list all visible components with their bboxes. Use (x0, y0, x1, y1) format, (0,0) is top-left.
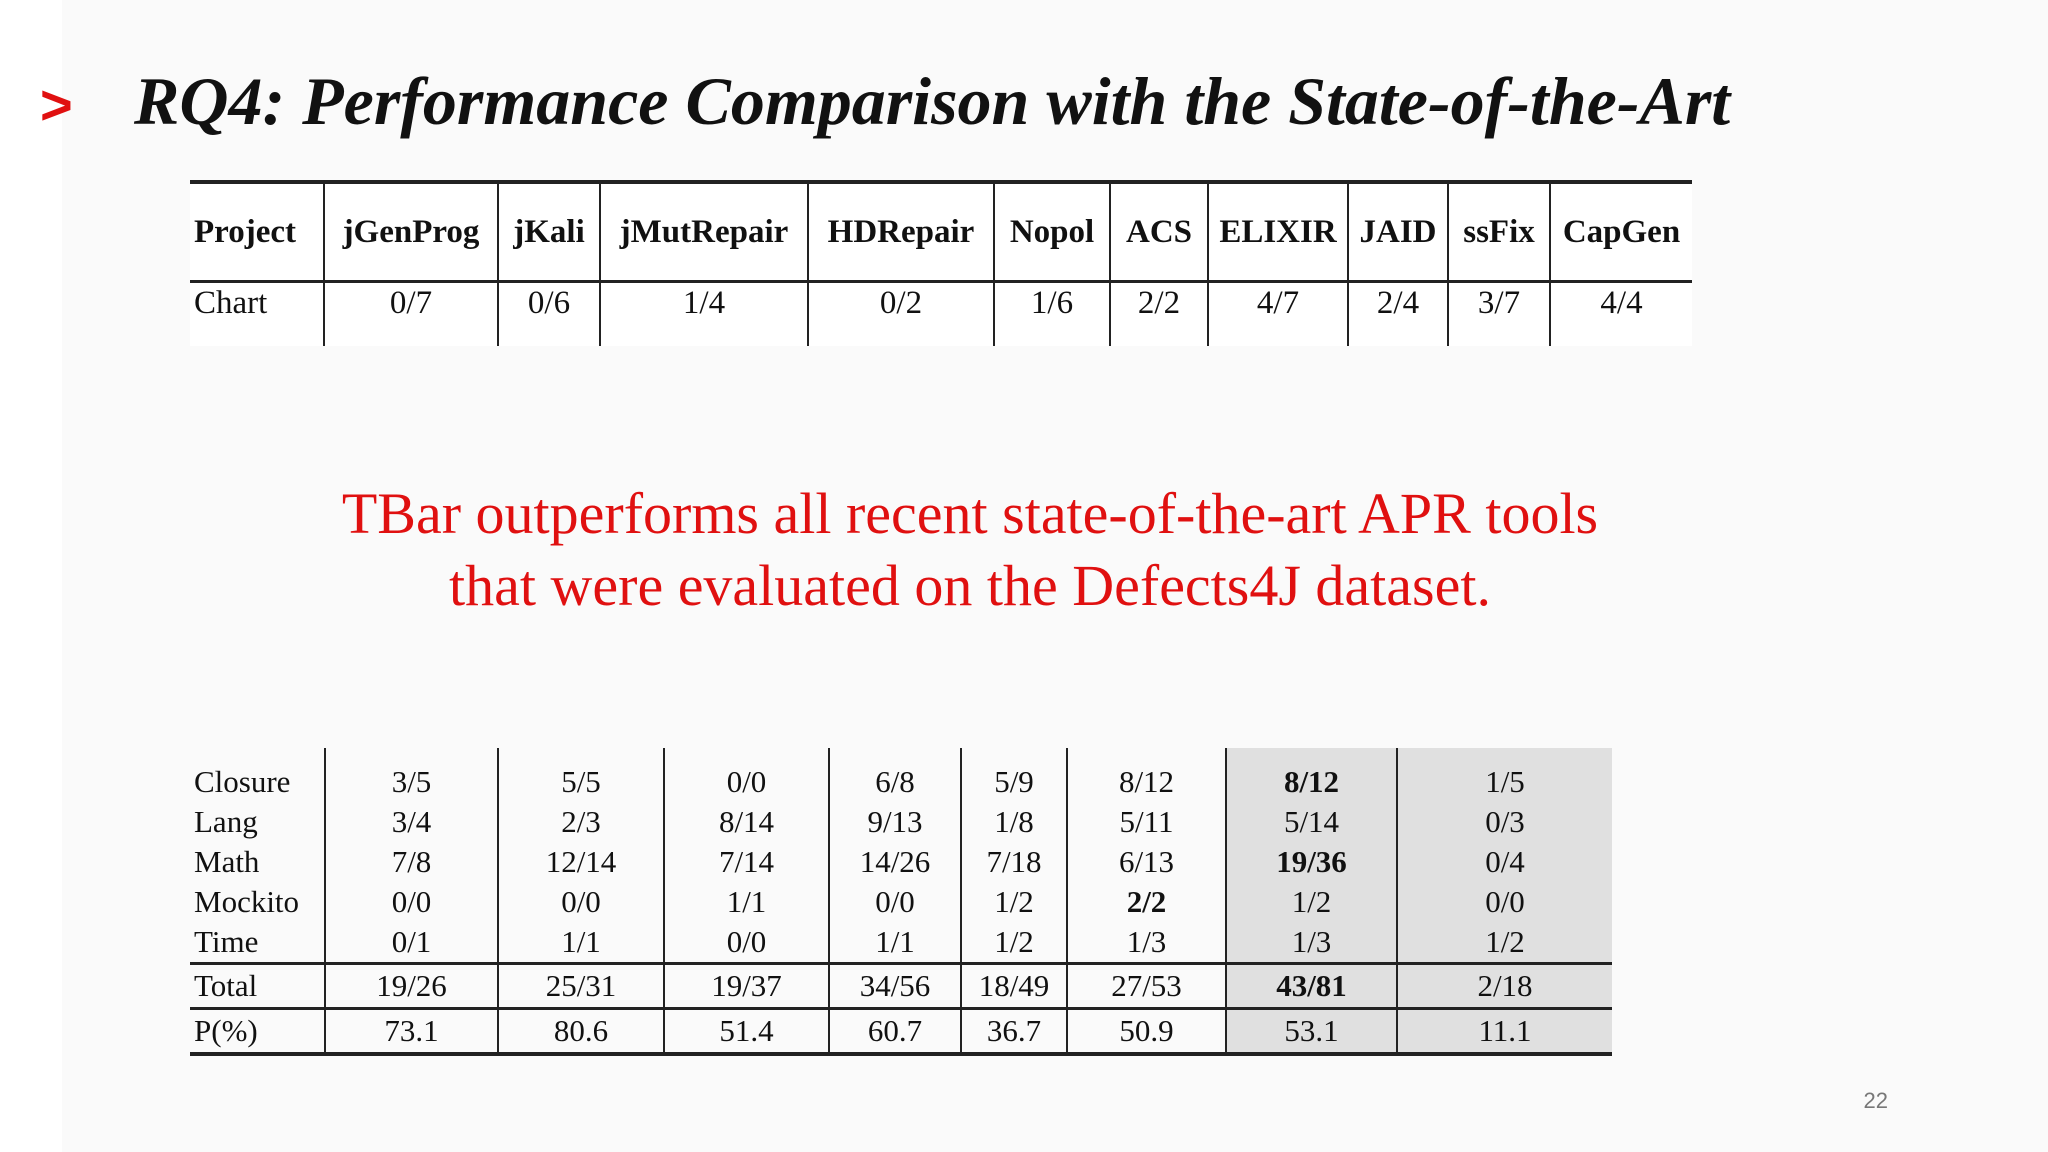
header-jmutrepair: jMutRepair (600, 184, 808, 282)
table-cell: 4/7 (1208, 282, 1348, 338)
header-project: Project (190, 184, 324, 282)
table-cell: 1/3 (1067, 922, 1226, 964)
header-ssfix: ssFix (1448, 184, 1550, 282)
table-cell: 7/8 (325, 842, 498, 882)
table-cell: 3/5 (325, 762, 498, 802)
table-cell: 1/1 (829, 922, 961, 964)
table-cell: 50.9 (1067, 1009, 1226, 1055)
table-cell: 1/4 (600, 282, 808, 338)
tools-comparison-table-top (190, 184, 1692, 346)
table-cell: 19/36 (1226, 842, 1397, 882)
table-cell: Time (194, 924, 259, 959)
table-cell: 11.1 (1397, 1009, 1612, 1055)
table-row-cut (190, 337, 1692, 346)
table-cell: 60.7 (829, 1009, 961, 1055)
table-cell: Lang (194, 804, 258, 839)
bottom-table-crop (190, 748, 1612, 1070)
table-cell: 2/18 (1397, 964, 1612, 1009)
header-capgen: CapGen (1550, 184, 1692, 282)
table-cell: 12/14 (498, 842, 664, 882)
table-cell: 73.1 (325, 1009, 498, 1055)
table-cell: 1/2 (1397, 922, 1612, 964)
table-row-cut (190, 748, 1612, 762)
top-table-crop (190, 180, 1692, 346)
key-finding-message (250, 478, 1690, 622)
table-cell: 1/2 (961, 882, 1067, 922)
table-cell: 1/1 (498, 922, 664, 964)
table-cell: 18/49 (961, 964, 1067, 1009)
table-cell: 0/0 (664, 762, 829, 802)
table-cell: 0/4 (1397, 842, 1612, 882)
table-cell: 5/11 (1067, 802, 1226, 842)
table-cell: 7/18 (961, 842, 1067, 882)
table-row (190, 882, 1612, 922)
table-row (190, 762, 1612, 802)
table-cell: 43/81 (1226, 964, 1397, 1009)
slide-margin (0, 0, 62, 1152)
table-cell: 2/2 (1110, 282, 1208, 338)
table-cell: 1/3 (1226, 922, 1397, 964)
header-jkali: jKali (498, 184, 600, 282)
table-cell: P(%) (190, 1009, 325, 1055)
header-hdrepair: HDRepair (808, 184, 994, 282)
table-row (190, 922, 1612, 964)
table-cell: 2/4 (1348, 282, 1448, 338)
table-cell: 7/14 (664, 842, 829, 882)
table-cell: 53.1 (1226, 1009, 1397, 1055)
table-cell: 1/6 (994, 282, 1110, 338)
table-cell: 0/6 (498, 282, 600, 338)
table-row (190, 282, 1692, 338)
table-cell: 0/1 (325, 922, 498, 964)
header-jgenprog: jGenProg (324, 184, 498, 282)
table-cell: 19/26 (325, 964, 498, 1009)
table-cell: 36.7 (961, 1009, 1067, 1055)
table-cell: 0/0 (498, 882, 664, 922)
table-cell: 34/56 (829, 964, 961, 1009)
table-cell: 0/0 (325, 882, 498, 922)
header-elixir: ELIXIR (1208, 184, 1348, 282)
table-cell: 19/37 (664, 964, 829, 1009)
table-header-row (190, 184, 1692, 282)
table-precision-row (190, 1009, 1612, 1055)
table-cell: Closure (194, 764, 291, 799)
table-cell: Chart (194, 285, 268, 321)
table-cell: 27/53 (1067, 964, 1226, 1009)
header-nopol: Nopol (994, 184, 1110, 282)
table-cell: 1/8 (961, 802, 1067, 842)
table-cell: Mockito (194, 884, 300, 919)
table-cell: 2/2 (1067, 882, 1226, 922)
table-cell: 0/2 (808, 282, 994, 338)
table-cell: 5/9 (961, 762, 1067, 802)
table-cell: 9/13 (829, 802, 961, 842)
table-cell: 8/12 (1067, 762, 1226, 802)
table-cell: 80.6 (498, 1009, 664, 1055)
slide-title: RQ4: Performance Comparison with the State-of-the-Art (134, 63, 1731, 139)
table-cell: 8/14 (664, 802, 829, 842)
table-total-row (190, 964, 1612, 1009)
table-cell: 3/7 (1448, 282, 1550, 338)
table-cell: 0/0 (829, 882, 961, 922)
table-cell: 6/8 (829, 762, 961, 802)
table-cell: 8/12 (1226, 762, 1397, 802)
table-cell: 0/0 (1397, 882, 1612, 922)
message-line-2: that were evaluated on the Defects4J dataset. (449, 553, 1491, 618)
table-cell: Math (194, 844, 260, 879)
table-cell: 0/7 (324, 282, 498, 338)
page-number: 22 (1863, 1088, 1888, 1113)
table-cell: 0/0 (664, 922, 829, 964)
table-cell: 25/31 (498, 964, 664, 1009)
table-cell: 5/5 (498, 762, 664, 802)
table-cell: 14/26 (829, 842, 961, 882)
table-cell: 4/4 (1550, 282, 1692, 338)
table-cell: 1/1 (664, 882, 829, 922)
table-cell: 6/13 (1067, 842, 1226, 882)
table-cell: 5/14 (1226, 802, 1397, 842)
table-cell: 3/4 (325, 802, 498, 842)
bullet-arrow-icon: > (40, 73, 73, 136)
table-row (190, 802, 1612, 842)
table-cell: Total (190, 964, 325, 1009)
header-acs: ACS (1110, 184, 1208, 282)
table-cell: 1/2 (1226, 882, 1397, 922)
header-jaid: JAID (1348, 184, 1448, 282)
table-cell: 51.4 (664, 1009, 829, 1055)
table-cell: 0/3 (1397, 802, 1612, 842)
table-cell: 1/2 (961, 922, 1067, 964)
message-line-1: TBar outperforms all recent state-of-the-art APR tools (341, 481, 1599, 546)
tools-comparison-table-bottom (190, 748, 1612, 1056)
table-row (190, 842, 1612, 882)
table-cell: 2/3 (498, 802, 664, 842)
table-cell: 1/5 (1397, 762, 1612, 802)
